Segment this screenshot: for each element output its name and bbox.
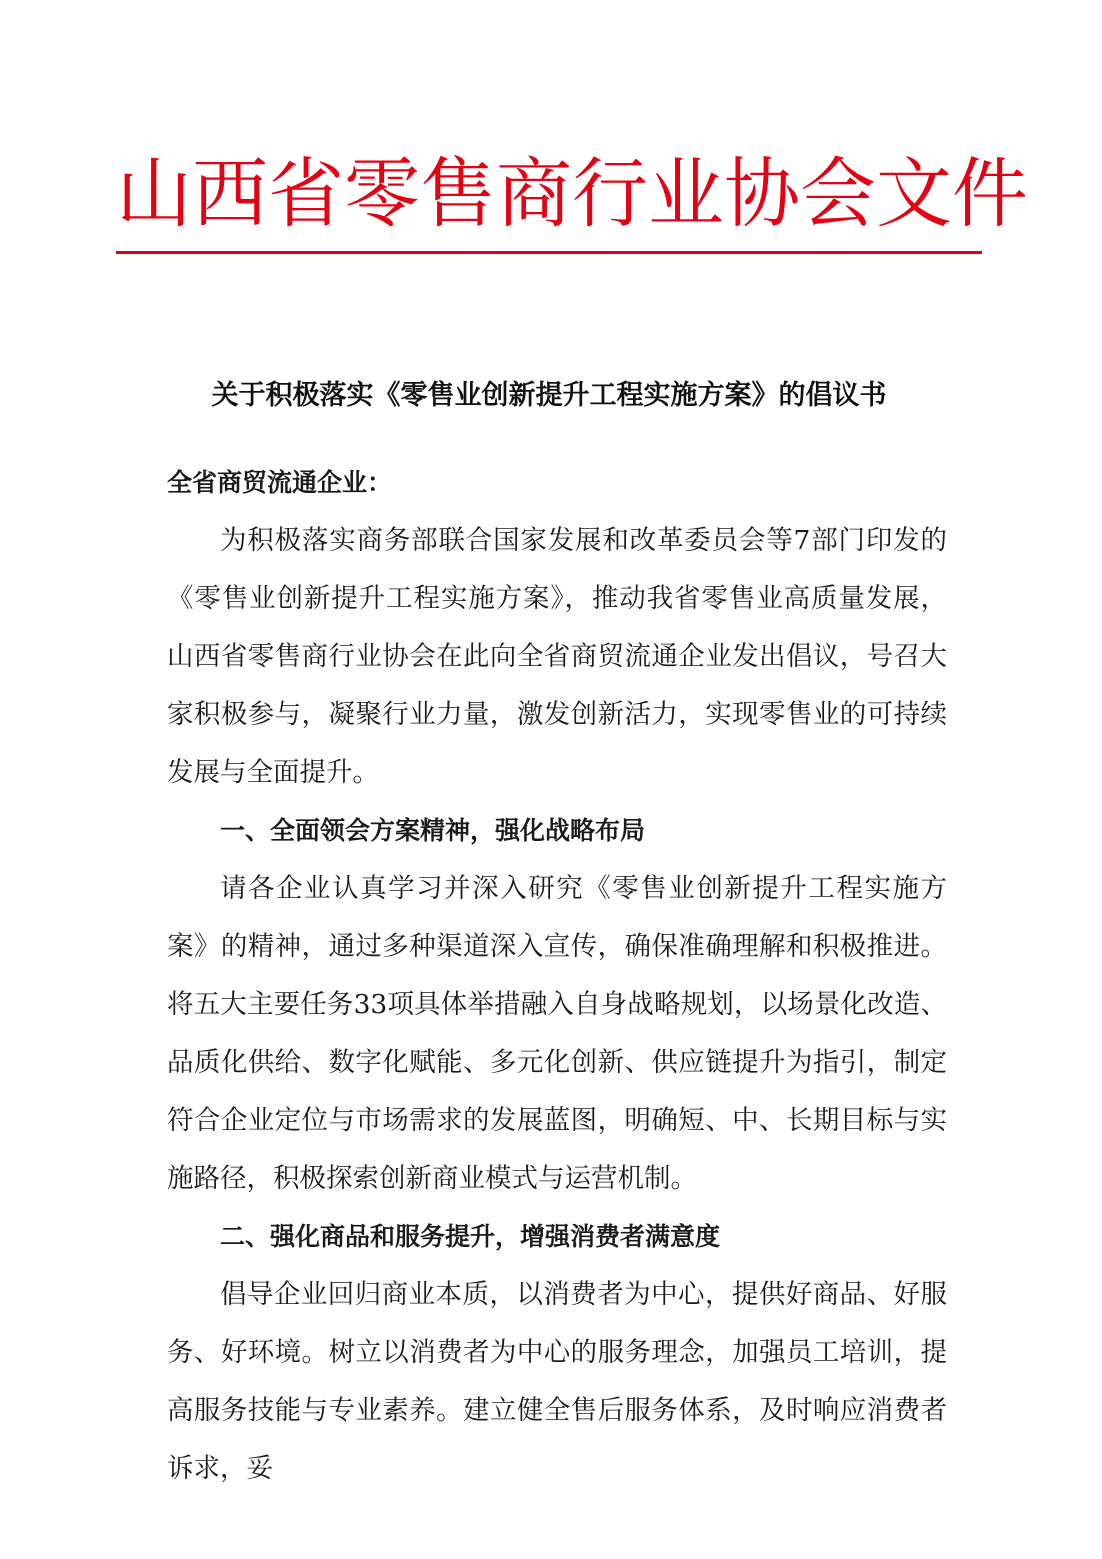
- header-divider: [116, 251, 982, 254]
- document-header-title: 山西省零售商行业协会文件: [116, 149, 1028, 238]
- salutation: 全省商贸流通企业：: [167, 468, 393, 497]
- body-paragraph: 倡导企业回归商业本质，以消费者为中心，提供好商品、好服务、好环境。树立以消费者为中心的服务理念，加强员工培训，提高服务技能与专业素养。建立健全售后服务体系，及时响应消费者诉求，妥: [167, 1279, 947, 1484]
- document-title: 关于积极落实《零售业创新提升工程实施方案》的倡议书: [211, 380, 887, 411]
- body-paragraph: 为积极落实商务部联合国家发展和改革委员会等7部门印发的《零售业创新提升工程实施方案》，推动我省零售业高质量发展，山西省零售商行业协会在此向全省商贸流通企业发出倡议，号召大家积极参与，凝聚行业力量，激发创新活力，实现零售业的可持续发展与全面提升。: [167, 525, 947, 788]
- section-heading: 一、全面领会方案精神，强化战略布局: [220, 816, 646, 845]
- section-heading: 二、强化商品和服务提升，增强消费者满意度: [220, 1222, 721, 1251]
- document-body: [167, 454, 947, 1498]
- body-paragraph: 请各企业认真学习并深入研究《零售业创新提升工程实施方案》的精神，通过多种渠道深入宣传，确保准确理解和积极推进。将五大主要任务33项具体举措融入自身战略规划，以场景化改造、品质化供给、数字化赋能、多元化创新、供应链提升为指引，制定符合企业定位与市场需求的发展蓝图，明确短、中、长期目标与实施路径，积极探索创新商业模式与运营机制。: [167, 873, 947, 1194]
